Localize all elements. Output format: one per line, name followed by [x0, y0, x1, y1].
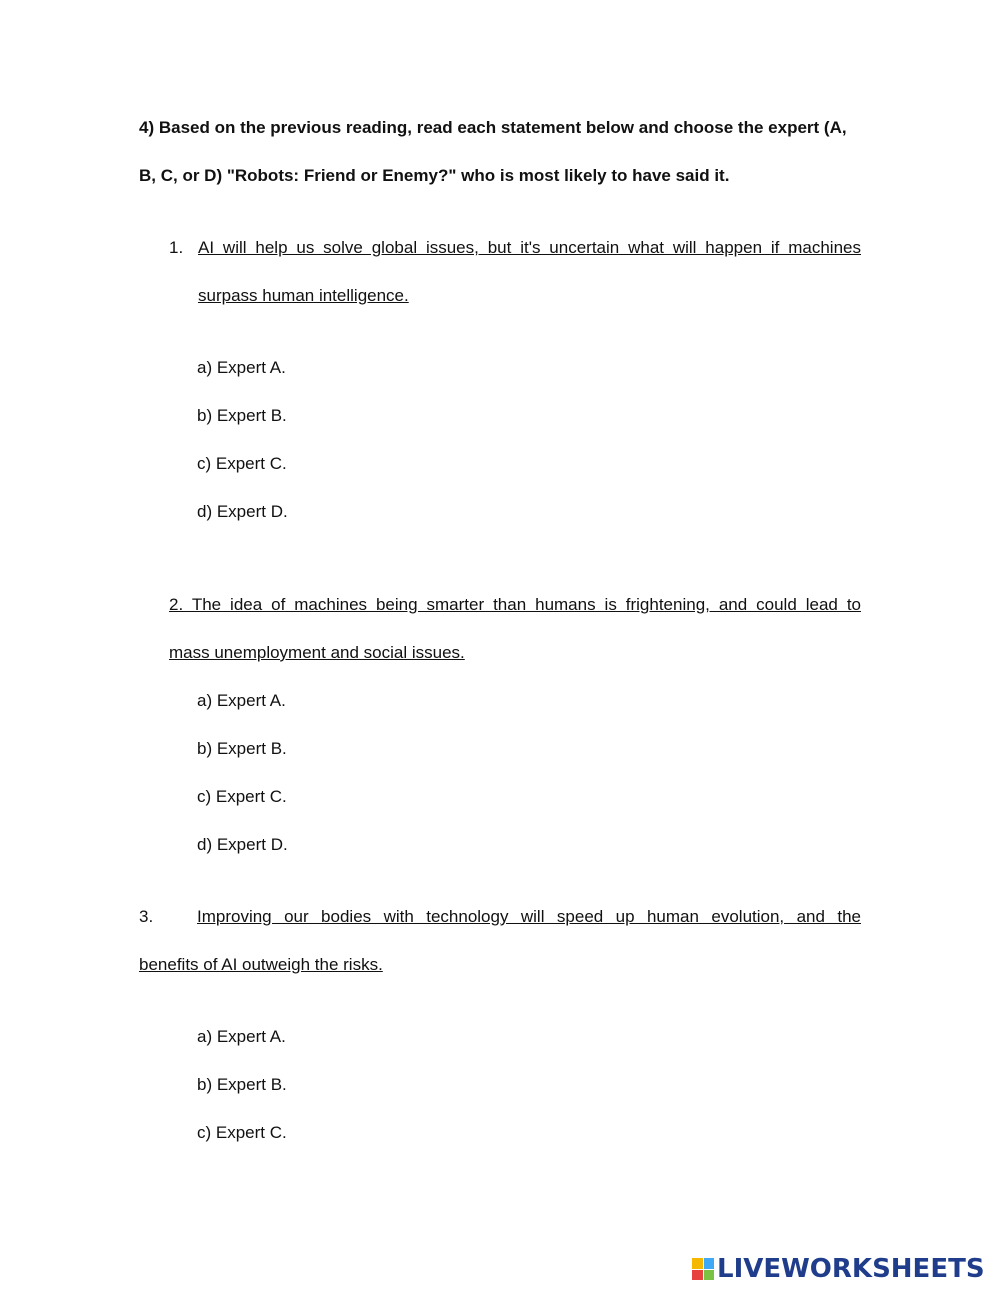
logo-square-1 — [692, 1258, 703, 1269]
question-2-option-c[interactable]: c) Expert C. — [197, 787, 287, 806]
instruction-line-1: 4) Based on the previous reading, read each statement below and choose the expert (A, — [139, 118, 847, 137]
question-2-option-b[interactable]: b) Expert B. — [197, 739, 287, 758]
liveworksheets-logo — [692, 1255, 985, 1283]
question-2-statement-line-2: mass unemployment and social issues. — [169, 643, 465, 662]
question-1-option-c[interactable]: c) Expert C. — [197, 454, 287, 473]
question-1-statement-line-2: surpass human intelligence. — [198, 286, 409, 305]
question-1-option-d[interactable]: d) Expert D. — [197, 502, 288, 521]
instruction-line-2: B, C, or D) "Robots: Friend or Enemy?" who is most likely to have said it. — [139, 166, 730, 185]
question-3-number: 3. — [139, 907, 154, 926]
logo-square-3 — [692, 1270, 703, 1281]
question-3-statement-line-2: benefits of AI outweigh the risks. — [139, 955, 383, 974]
logo-square-4 — [704, 1270, 715, 1281]
question-2-option-a[interactable]: a) Expert A. — [197, 691, 286, 710]
question-1-option-b[interactable]: b) Expert B. — [197, 406, 287, 425]
question-3-option-c[interactable]: c) Expert C. — [197, 1123, 287, 1142]
liveworksheets-logo-mark-icon — [692, 1258, 714, 1280]
question-2-option-d[interactable]: d) Expert D. — [197, 835, 288, 854]
question-3-statement-line-1: Improving our bodies with technology will speed up human evolution, and the — [197, 907, 861, 926]
question-1-statement-line-1: AI will help us solve global issues, but it's uncertain what will happen if machines — [198, 238, 861, 257]
question-2-statement-line-1: 2. The idea of machines being smarter than humans is frightening, and could lead to — [169, 595, 861, 614]
question-1-option-a[interactable]: a) Expert A. — [197, 358, 286, 377]
logo-square-2 — [704, 1258, 715, 1269]
question-1-number: 1. — [169, 238, 184, 257]
question-3-option-a[interactable]: a) Expert A. — [197, 1027, 286, 1046]
question-3-option-b[interactable]: b) Expert B. — [197, 1075, 287, 1094]
liveworksheets-logo-text: LIVEWORKSHEETS — [717, 1254, 985, 1284]
